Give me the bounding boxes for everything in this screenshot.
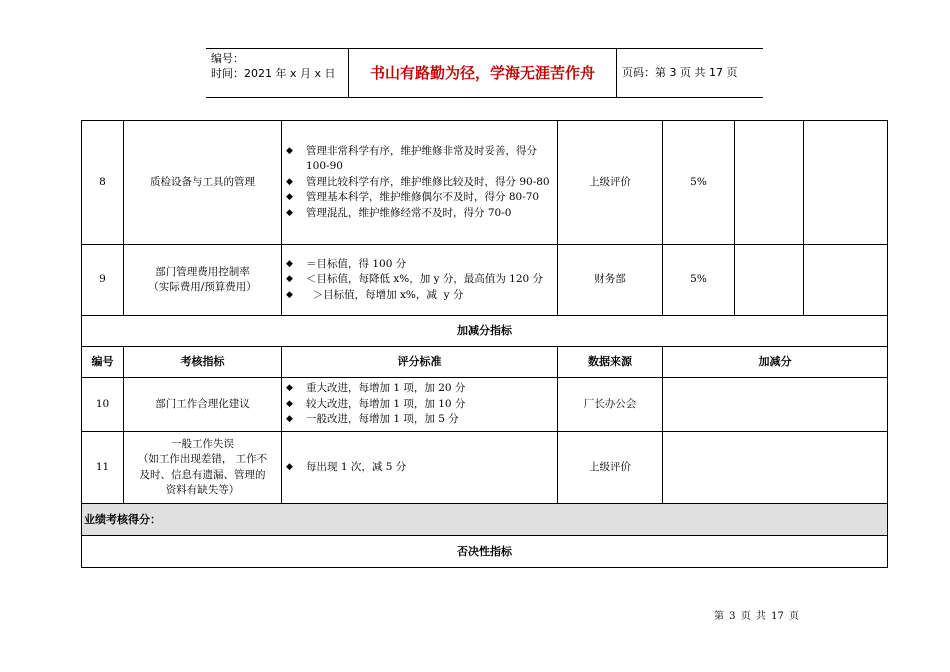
row-number: 11 bbox=[82, 432, 124, 504]
criteria-cell bbox=[282, 245, 558, 316]
bullet-diamond-icon: ◆ bbox=[286, 461, 293, 472]
data-source: 上级评价 bbox=[558, 121, 663, 245]
score-adjust-cell bbox=[663, 378, 888, 432]
criteria-item: ◆ 管理基本科学，维护维修偶尔不及时，得分 80-70 bbox=[286, 190, 554, 206]
number-label: 编号： bbox=[211, 52, 244, 65]
indicator-name: 部门工作合理化建议 bbox=[124, 378, 282, 432]
indicator-name bbox=[124, 245, 282, 316]
weight: 5% bbox=[663, 121, 735, 245]
row-number: 8 bbox=[82, 121, 124, 245]
indicator-line: 及时、信息有遗漏、管理的 bbox=[139, 468, 266, 481]
col-header: 加减分 bbox=[663, 347, 888, 378]
empty-cell bbox=[804, 121, 888, 245]
indicator-name bbox=[124, 432, 282, 504]
empty-cell bbox=[735, 245, 804, 316]
data-source: 上级评价 bbox=[558, 432, 663, 504]
bullet-diamond-icon: ◆ bbox=[286, 207, 293, 218]
bullet-diamond-icon: ◆ bbox=[286, 414, 293, 425]
criteria-item: ◆ ＝目标值，得 100 分 bbox=[286, 257, 554, 273]
bullet-diamond-icon: ◆ bbox=[286, 258, 293, 269]
score-label: 业绩考核得分： bbox=[82, 504, 888, 536]
score-row bbox=[82, 504, 888, 536]
empty-cell bbox=[735, 121, 804, 245]
section-title-row bbox=[82, 316, 888, 347]
table-row bbox=[82, 378, 888, 432]
row-number: 10 bbox=[82, 378, 124, 432]
indicator-line: 一般工作失误 bbox=[171, 437, 234, 450]
indicator-line: 部门管理费用控制率 bbox=[155, 265, 250, 278]
score-adjust-cell bbox=[663, 432, 888, 504]
weight: 5% bbox=[663, 245, 735, 316]
bullet-diamond-icon: ◆ bbox=[286, 398, 293, 409]
criteria-item: ◆ 管理混乱，维护维修经常不及时，得分 70-0 bbox=[286, 206, 554, 222]
bullet-diamond-icon: ◆ bbox=[286, 176, 293, 187]
time-label: 时间：2021 年 x 月 x 日 bbox=[211, 67, 336, 80]
criteria-item: ◆ 较大改进，每增加 1 项，加 10 分 bbox=[286, 397, 554, 413]
page-header bbox=[206, 48, 763, 98]
table-row bbox=[82, 121, 888, 245]
criteria-item: ◆ 一般改进，每增加 1 项，加 5 分 bbox=[286, 412, 554, 428]
indicator-line: （实际费用/预算费用） bbox=[148, 281, 257, 293]
col-header: 评分标准 bbox=[282, 347, 558, 378]
col-header: 编号 bbox=[82, 347, 124, 378]
indicator-line: 资料有缺失等） bbox=[165, 484, 240, 496]
bullet-diamond-icon: ◆ bbox=[286, 145, 293, 156]
row-number: 9 bbox=[82, 245, 124, 316]
bullet-diamond-icon: ◆ bbox=[286, 274, 293, 285]
indicator-line: （如工作出现差错， 工作不 bbox=[137, 453, 268, 465]
col-header: 数据来源 bbox=[558, 347, 663, 378]
header-info bbox=[206, 49, 348, 97]
table-header-row bbox=[82, 347, 888, 378]
bullet-diamond-icon: ◆ bbox=[286, 383, 293, 394]
criteria-item: ◆ 重大改进，每增加 1 项，加 20 分 bbox=[286, 381, 554, 397]
veto-title: 否决性指标 bbox=[82, 536, 888, 568]
col-header: 考核指标 bbox=[124, 347, 282, 378]
criteria-item: ◆ 每出现 1 次，减 5 分 bbox=[286, 460, 554, 476]
header-motto: 书山有路勤为径，学海无涯苦作舟 bbox=[348, 49, 617, 97]
header-page-number: 页码：第 3 页 共 17 页 bbox=[622, 66, 738, 79]
criteria-item: ◆ 管理比较科学有序，维护维修比较及时，得分 90-80 bbox=[286, 175, 554, 191]
criteria-cell bbox=[282, 432, 558, 504]
indicator-name: 质检设备与工具的管理 bbox=[124, 121, 282, 245]
criteria-item: ◆ ＜目标值，每降低 x%，加 y 分，最高值为 120 分 bbox=[286, 272, 554, 288]
assessment-table bbox=[81, 120, 888, 568]
page-footer: 第 3 页 共 17 页 bbox=[714, 611, 799, 622]
section-title: 加减分指标 bbox=[82, 316, 888, 347]
data-source: 厂长办公会 bbox=[558, 378, 663, 432]
criteria-cell bbox=[282, 378, 558, 432]
criteria-item: ◆ 管理非常科学有序，维护维修非常及时妥善，得分 100-90 bbox=[286, 144, 537, 173]
bullet-diamond-icon: ◆ bbox=[286, 192, 293, 203]
table-row bbox=[82, 432, 888, 504]
criteria-cell bbox=[282, 121, 558, 245]
section-title-row bbox=[82, 536, 888, 568]
table-row bbox=[82, 245, 888, 316]
bullet-diamond-icon: ◆ bbox=[286, 289, 293, 300]
criteria-item: ◆ ＞目标值，每增加 x%，减 y 分 bbox=[286, 288, 554, 304]
data-source: 财务部 bbox=[558, 245, 663, 316]
empty-cell bbox=[804, 245, 888, 316]
